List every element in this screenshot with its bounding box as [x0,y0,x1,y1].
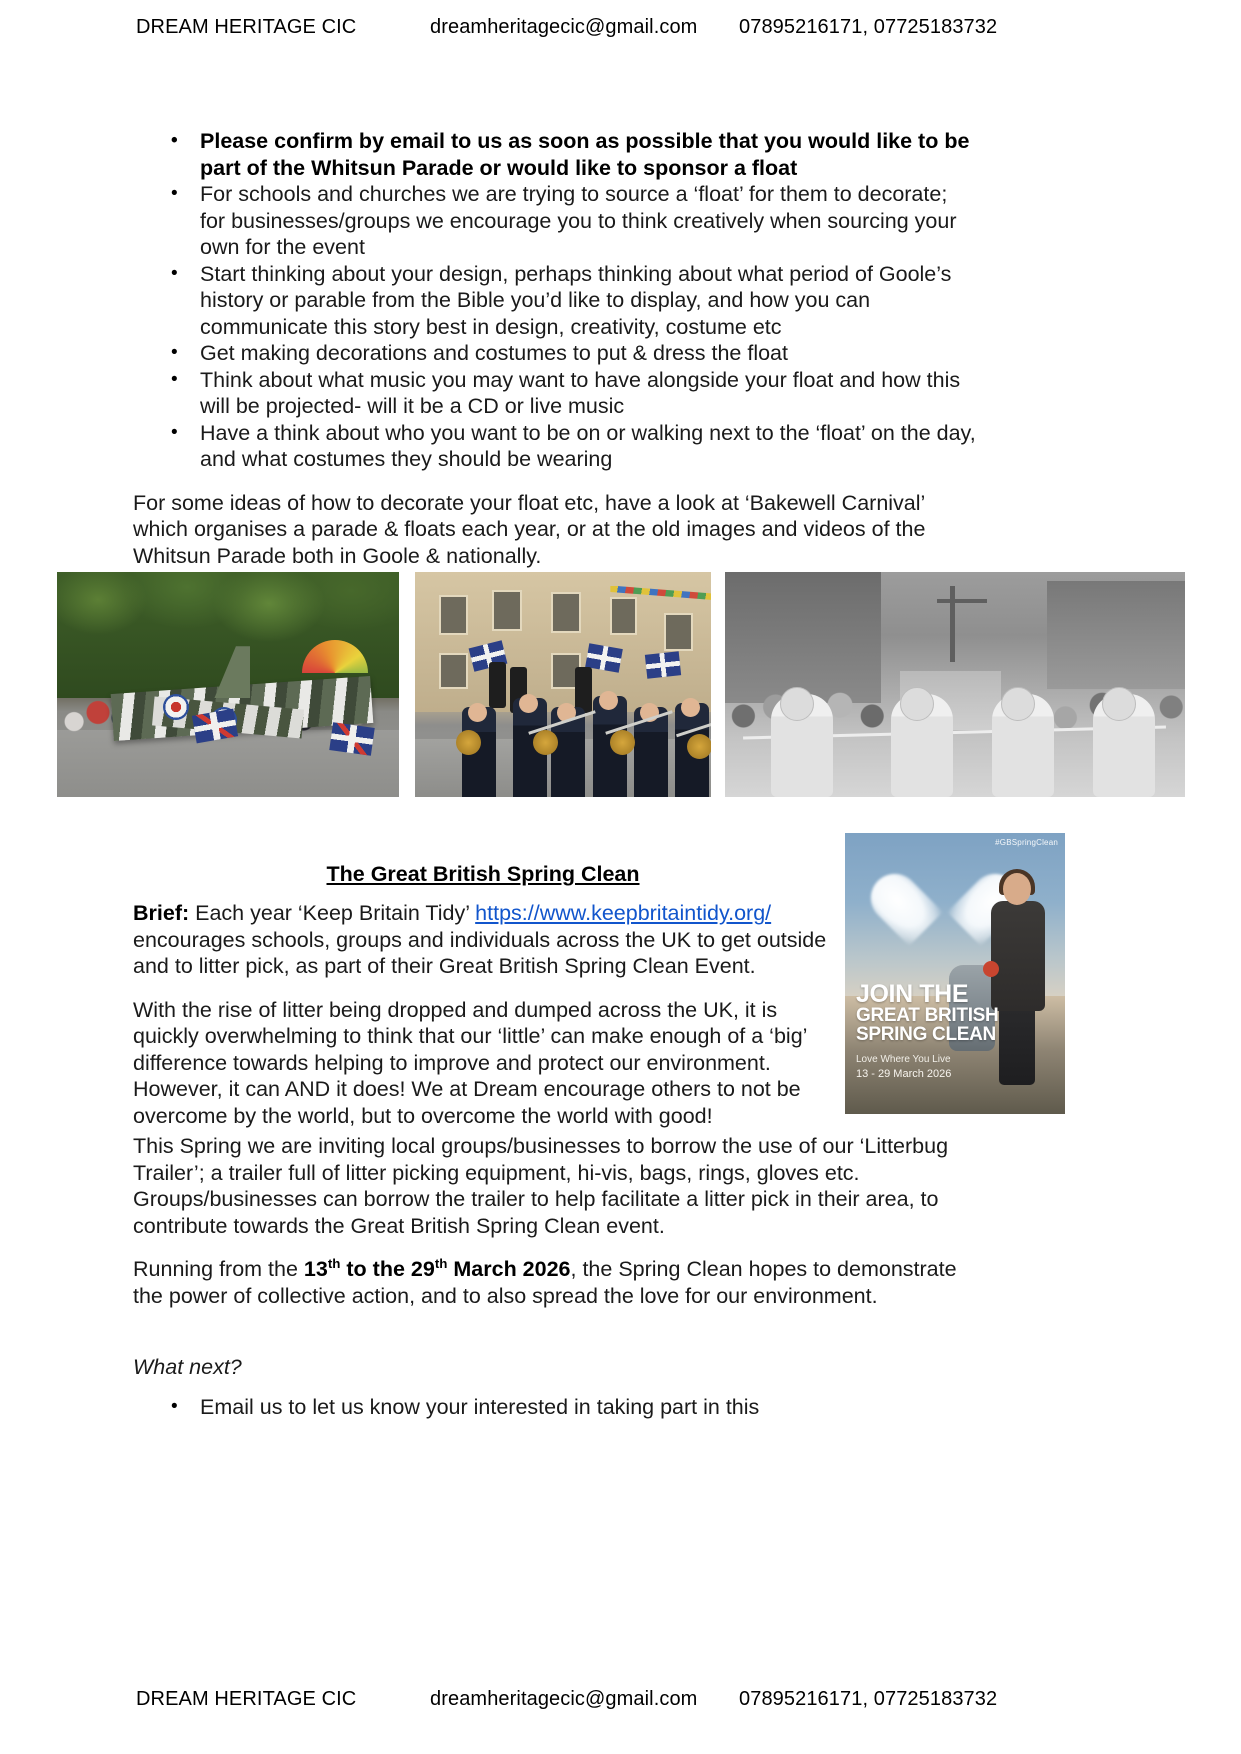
poster-dates: 13 - 29 March 2026 [856,1068,952,1080]
spitfire-float-photo [57,572,399,797]
running-sup-one: th [327,1255,341,1271]
brief-text-after-link: encourages schools, groups and individuals across the UK to get outside and to litter pick, as part of their Great British Spring Clean Event. [133,927,827,978]
litterbug-trailer-paragraph: This Spring we are inviting local groups/businesses to borrow the use of our ‘Litterbug Trailer’; a trailer full of litter picking equipment, hi-vis, bags, rings, gloves etc. Groups/businesses can borrow the trailer to help facilitate a litter pick in their area, to contribute towards the Great British Spring Clean event. [133,1134,949,1238]
running-prefix: Running from the [133,1257,304,1281]
what-next-title: What next? [133,1355,242,1379]
list-item: • Think about what music you may want to have alongside your float and how this will be projected- will it be a CD or live music [133,367,978,420]
float-ideas-paragraph: For some ideas of how to decorate your float etc, have a look at ‘Bakewell Carnival’ which organises a parade & floats each year, or at the old images and videos of the Whitsun Parade both in Goole & nationally. [133,490,926,568]
list-item: • Please confirm by email to us as soon as possible that you would like to be part of the Whitsun Parade or would like to sponsor a float [133,128,978,181]
heart-cloud-icon [902,861,988,939]
parade-photo-strip [57,572,1185,797]
header-organisation: DREAM HERITAGE CIC [136,16,357,38]
running-dates-paragraph [133,1256,978,1309]
running-suffix: , the Spring Clean hopes to demonstrate the power of collective action, and to also spread the love for our environment. [133,1257,957,1308]
list-item: • Get making decorations and costumes to put & dress the float [133,340,978,367]
poster-tagline: Love Where You Live [856,1054,951,1065]
spring-clean-heading: The Great British Spring Clean [326,862,640,886]
keep-britain-tidy-link[interactable]: https://www.keepbritaintidy.org/ [475,901,772,925]
poster-line-great-british: GREAT BRITISH [856,1005,999,1026]
what-next-section [133,1355,978,1421]
brief-paragraph [133,900,833,980]
poster-hashtag: #GBSpringClean [995,838,1058,847]
running-day-one: 13 [303,1257,328,1281]
spring-clean-poster-image [845,833,1065,1114]
header-email: dreamheritagecic@gmail.com [430,16,698,38]
brief-text-before-link: Each year ‘Keep Britain Tidy’ [189,901,476,925]
litter-overview-paragraph: With the rise of litter being dropped and dumped across the UK, it is quickly overwhelming to think that our ‘little’ can make enough of a ‘big’ difference towards helping to improve and protect our environment. However, it can AND it does! We at Dream encourage others to not be overcome by the world, but to overcome the world with good! [133,997,807,1128]
running-sup-two: th [434,1255,448,1271]
footer-organisation: DREAM HERITAGE CIC [136,1688,357,1710]
list-item: • For schools and churches we are trying to source a ‘float’ for them to decorate; for businesses/groups we encourage you to think creatively when sourcing your own for the event [133,181,978,261]
what-next-bullet-list [133,1394,978,1421]
running-month: March 2026 [447,1257,571,1281]
poster-line-join: JOIN THE [856,980,969,1008]
spring-clean-text-lower [133,1133,978,1309]
spring-clean-text-upper [133,900,833,1129]
list-item: • Start thinking about your design, perhaps thinking about what period of Goole’s history or parable from the Bible you’d like to display, and how you can communicate this story best in design, creativity, costume etc [133,261,978,341]
brief-label: Brief: [133,901,190,925]
footer-phone: 07895216171, 07725183732 [739,1688,998,1710]
header-phone: 07895216171, 07725183732 [739,16,998,38]
list-item: • Have a think about who you want to be on or walking next to the ‘float’ on the day, and what costumes they should be wearing [133,420,978,473]
list-item: • Email us to let us know your interested in taking part in this [133,1394,978,1421]
vintage-whitsun-parade-photo [725,572,1185,797]
running-day-two: 29 [410,1257,435,1281]
brass-band-photo [415,572,711,797]
running-middle: to the [340,1257,411,1281]
footer-email: dreamheritagecic@gmail.com [430,1688,698,1710]
poster-line-spring-clean: SPRING CLEAN [856,1024,996,1045]
parade-bullet-list [133,128,978,473]
parade-instructions-section [133,128,978,569]
